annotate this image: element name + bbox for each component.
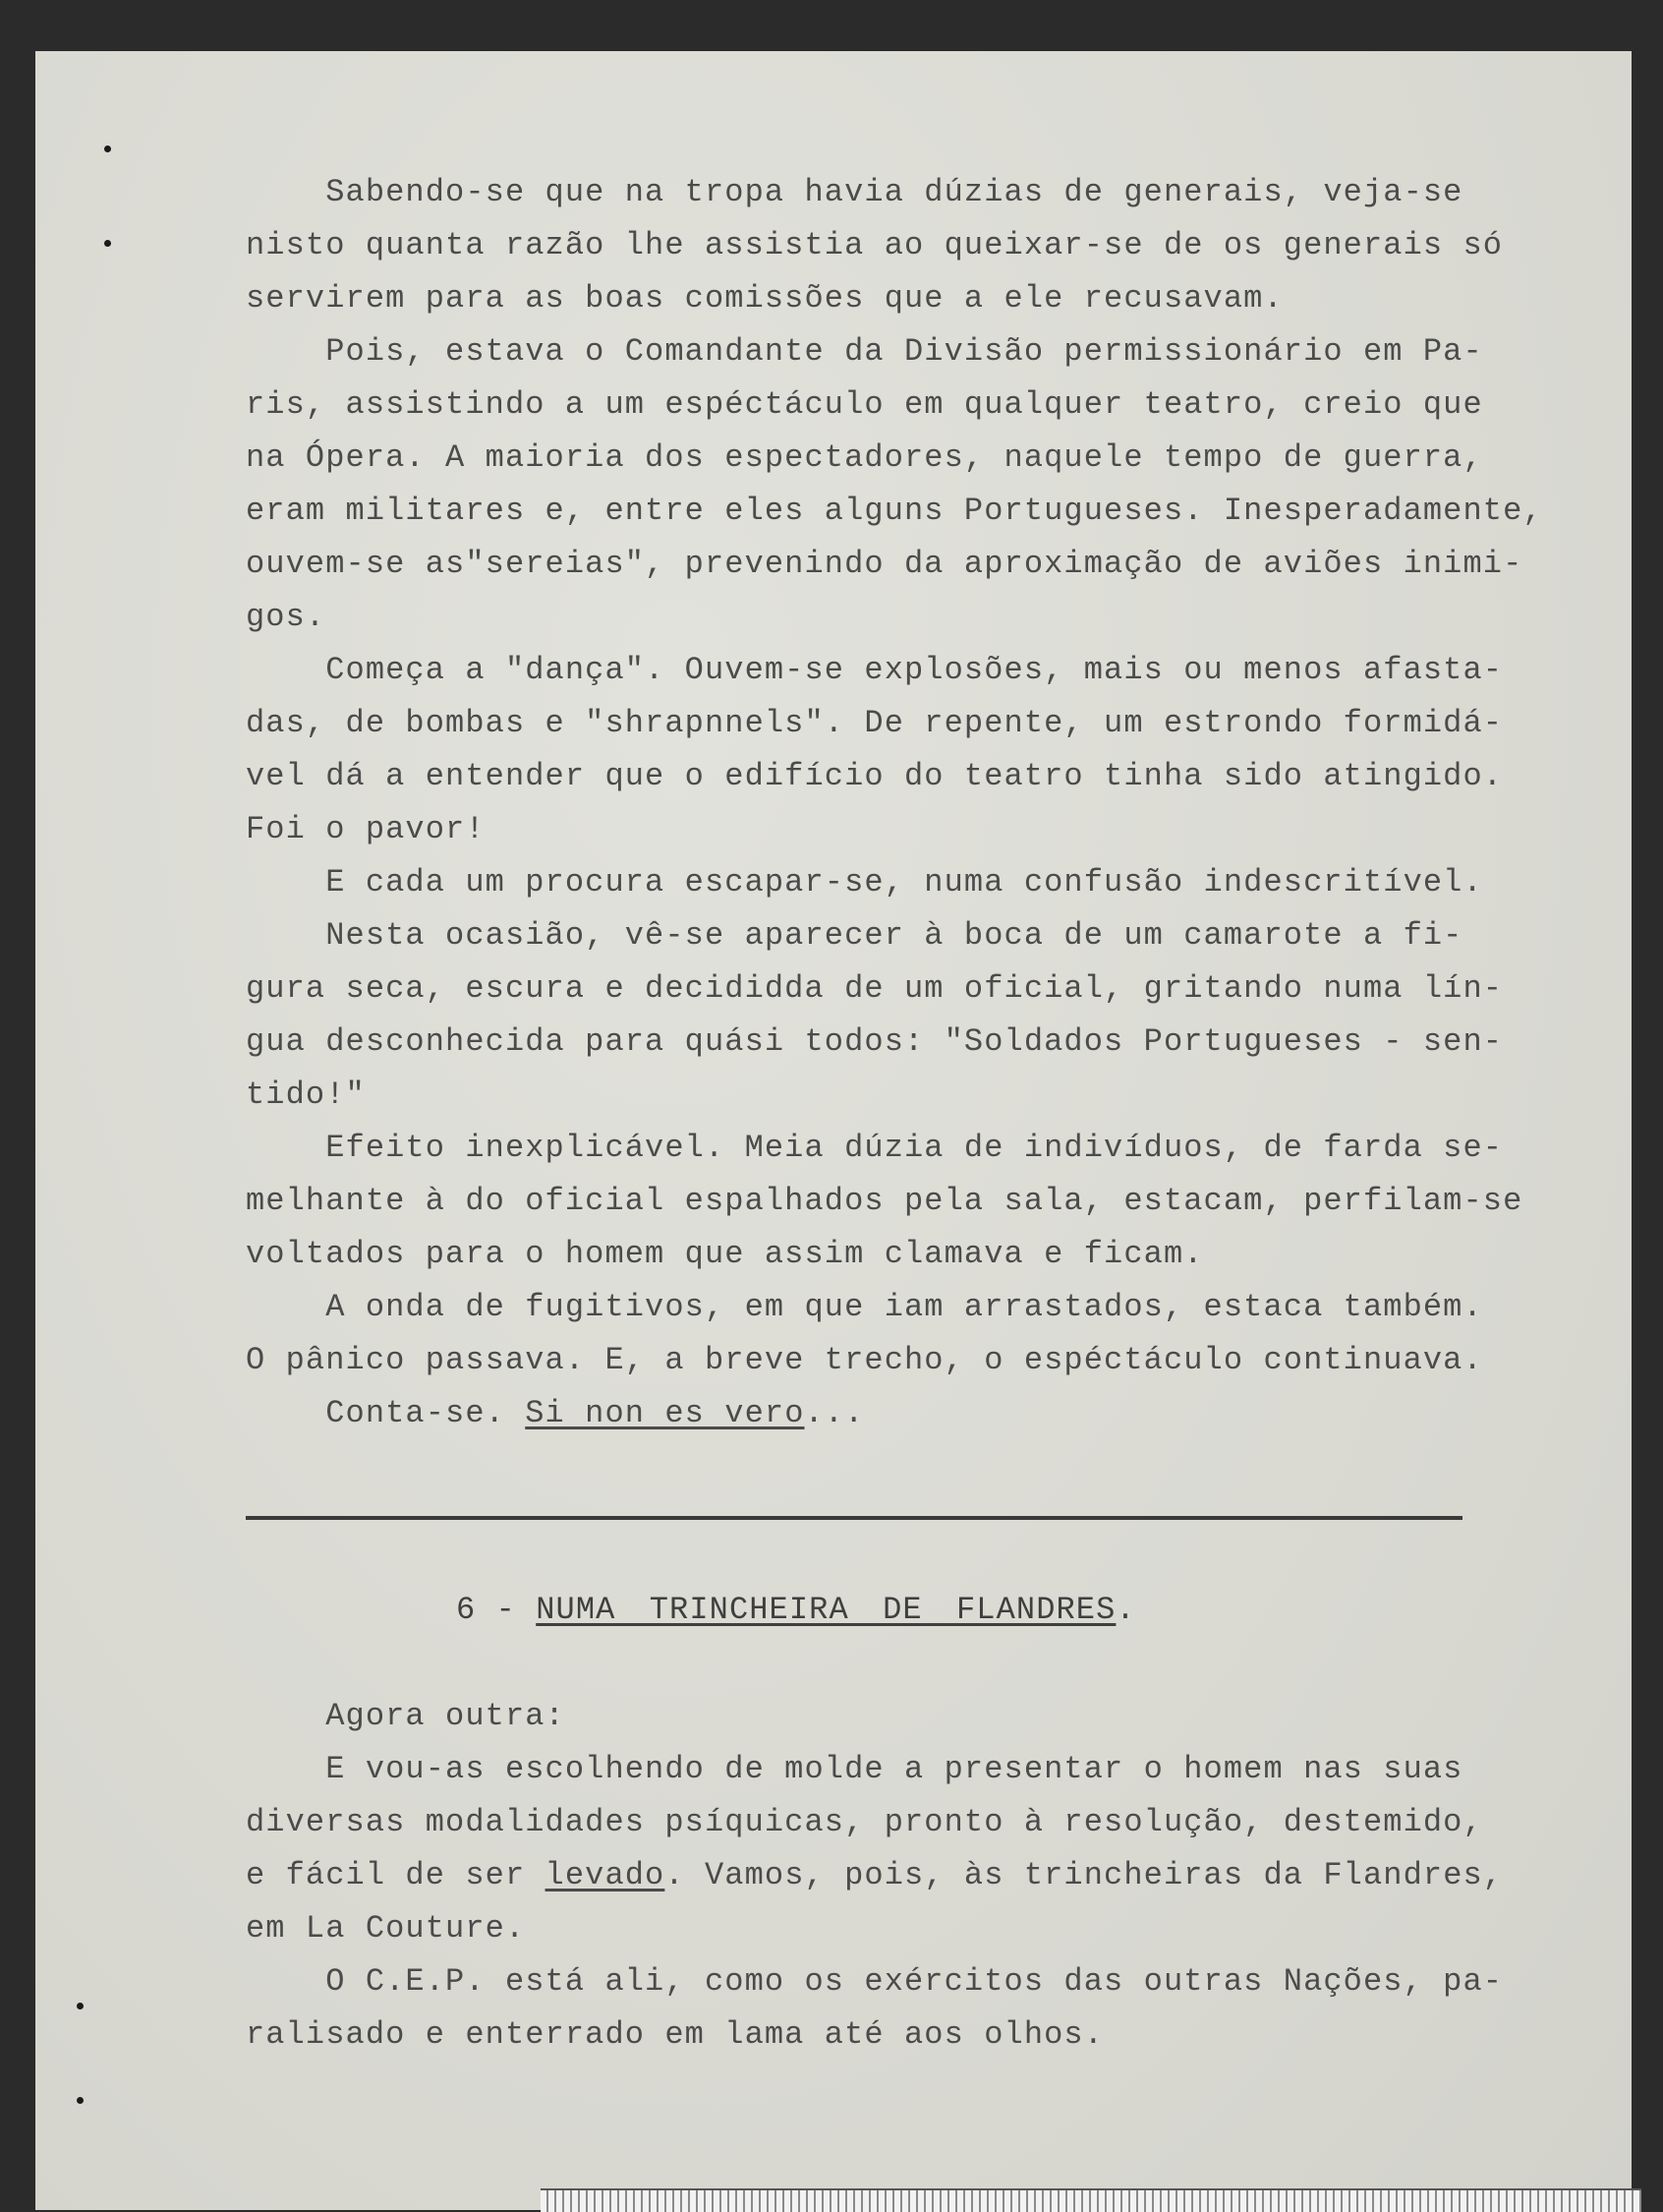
section-number: 6 -: [456, 1592, 537, 1628]
closing-suffix: ...: [804, 1395, 865, 1431]
text-line: das, de bombas e "shrapnnels". De repente, um estrondo formidá-: [246, 705, 1504, 741]
text-line: tido!": [246, 1077, 366, 1113]
closing-prefix: Conta-se.: [246, 1395, 526, 1431]
closing-line: [246, 1394, 864, 1433]
text-line: Efeito inexplicável. Meia dúzia de indivíduos, de farda se-: [246, 1130, 1504, 1166]
text-line: [246, 1856, 1503, 1895]
section-heading: [456, 1591, 1136, 1630]
punch-hole-mark: [104, 146, 111, 152]
text-line: O C.E.P. está ali, como os exércitos das outras Nações, pa-: [246, 1963, 1504, 2000]
text-line: servirem para as boas comissões que a ele recusavam.: [246, 280, 1284, 317]
text-line: na Ópera. A maioria dos espectadores, naquele tempo de guerra,: [246, 439, 1483, 476]
text-line: voltados para o homem que assim clamava e ficam.: [246, 1236, 1204, 1272]
text-line: gua desconhecida para quási todos: "Soldados Portugueses - sen-: [246, 1023, 1504, 1060]
levado-prefix: e fácil de ser: [246, 1857, 545, 1893]
text-line: ris, assistindo a um espéctáculo em qualquer teatro, creio que: [246, 386, 1483, 423]
text-line: em La Couture.: [246, 1910, 526, 1947]
text-line: Começa a "dança". Ouvem-se explosões, mais ou menos afasta-: [246, 652, 1504, 688]
text-line: eram militares e, entre eles alguns Portugueses. Inesperadamente,: [246, 493, 1543, 529]
text-line: gos.: [246, 599, 326, 635]
section-title: NUMA TRINCHEIRA DE FLANDRES: [536, 1592, 1117, 1628]
text-line: diversas modalidades psíquicas, pronto à resolução, destemido,: [246, 1804, 1483, 1840]
text-line: melhante à do oficial espalhados pela sala, estacam, perfilam-se: [246, 1183, 1523, 1219]
text-line: Pois, estava o Comandante da Divisão permissionário em Pa-: [246, 333, 1483, 370]
text-line: Agora outra:: [246, 1698, 565, 1734]
text-line: Sabendo-se que na tropa havia dúzias de generais, veja-se: [246, 174, 1463, 210]
closing-underlined-phrase: Si non es vero: [525, 1395, 805, 1431]
text-line: O pânico passava. E, a breve trecho, o espéctáculo continuava.: [246, 1342, 1483, 1378]
punch-hole-mark: [77, 2003, 84, 2009]
text-line: ralisado e enterrado em lama até aos olhos.: [246, 2016, 1105, 2053]
levado-suffix: . Vamos, pois, às trincheiras da Flandres,: [664, 1857, 1504, 1893]
section-divider: [246, 1516, 1462, 1520]
punch-hole-mark: [77, 2097, 84, 2104]
section-title-end: .: [1116, 1592, 1136, 1628]
text-line: E vou-as escolhendo de molde a presentar o homem nas suas: [246, 1751, 1463, 1787]
text-line: A onda de fugitivos, em que iam arrastados, estaca também.: [246, 1289, 1483, 1325]
punch-hole-mark: [104, 240, 111, 247]
levado-underlined-word: levado: [545, 1857, 665, 1893]
text-line: ouvem-se as"sereias", prevenindo da aproximação de aviões inimi-: [246, 546, 1523, 582]
text-line: vel dá a entender que o edifício do teatro tinha sido atingido.: [246, 758, 1504, 794]
text-line: E cada um procura escapar-se, numa confusão indescritível.: [246, 864, 1483, 901]
text-line: Nesta ocasião, vê-se aparecer à boca de um camarote a fi-: [246, 917, 1463, 954]
scale-ruler: [541, 2188, 1641, 2212]
text-line: nisto quanta razão lhe assistia ao queixar-se de os generais só: [246, 227, 1504, 263]
text-line: gura seca, escura e decididda de um oficial, gritando numa lín-: [246, 970, 1504, 1007]
text-line: Foi o pavor!: [246, 811, 486, 847]
